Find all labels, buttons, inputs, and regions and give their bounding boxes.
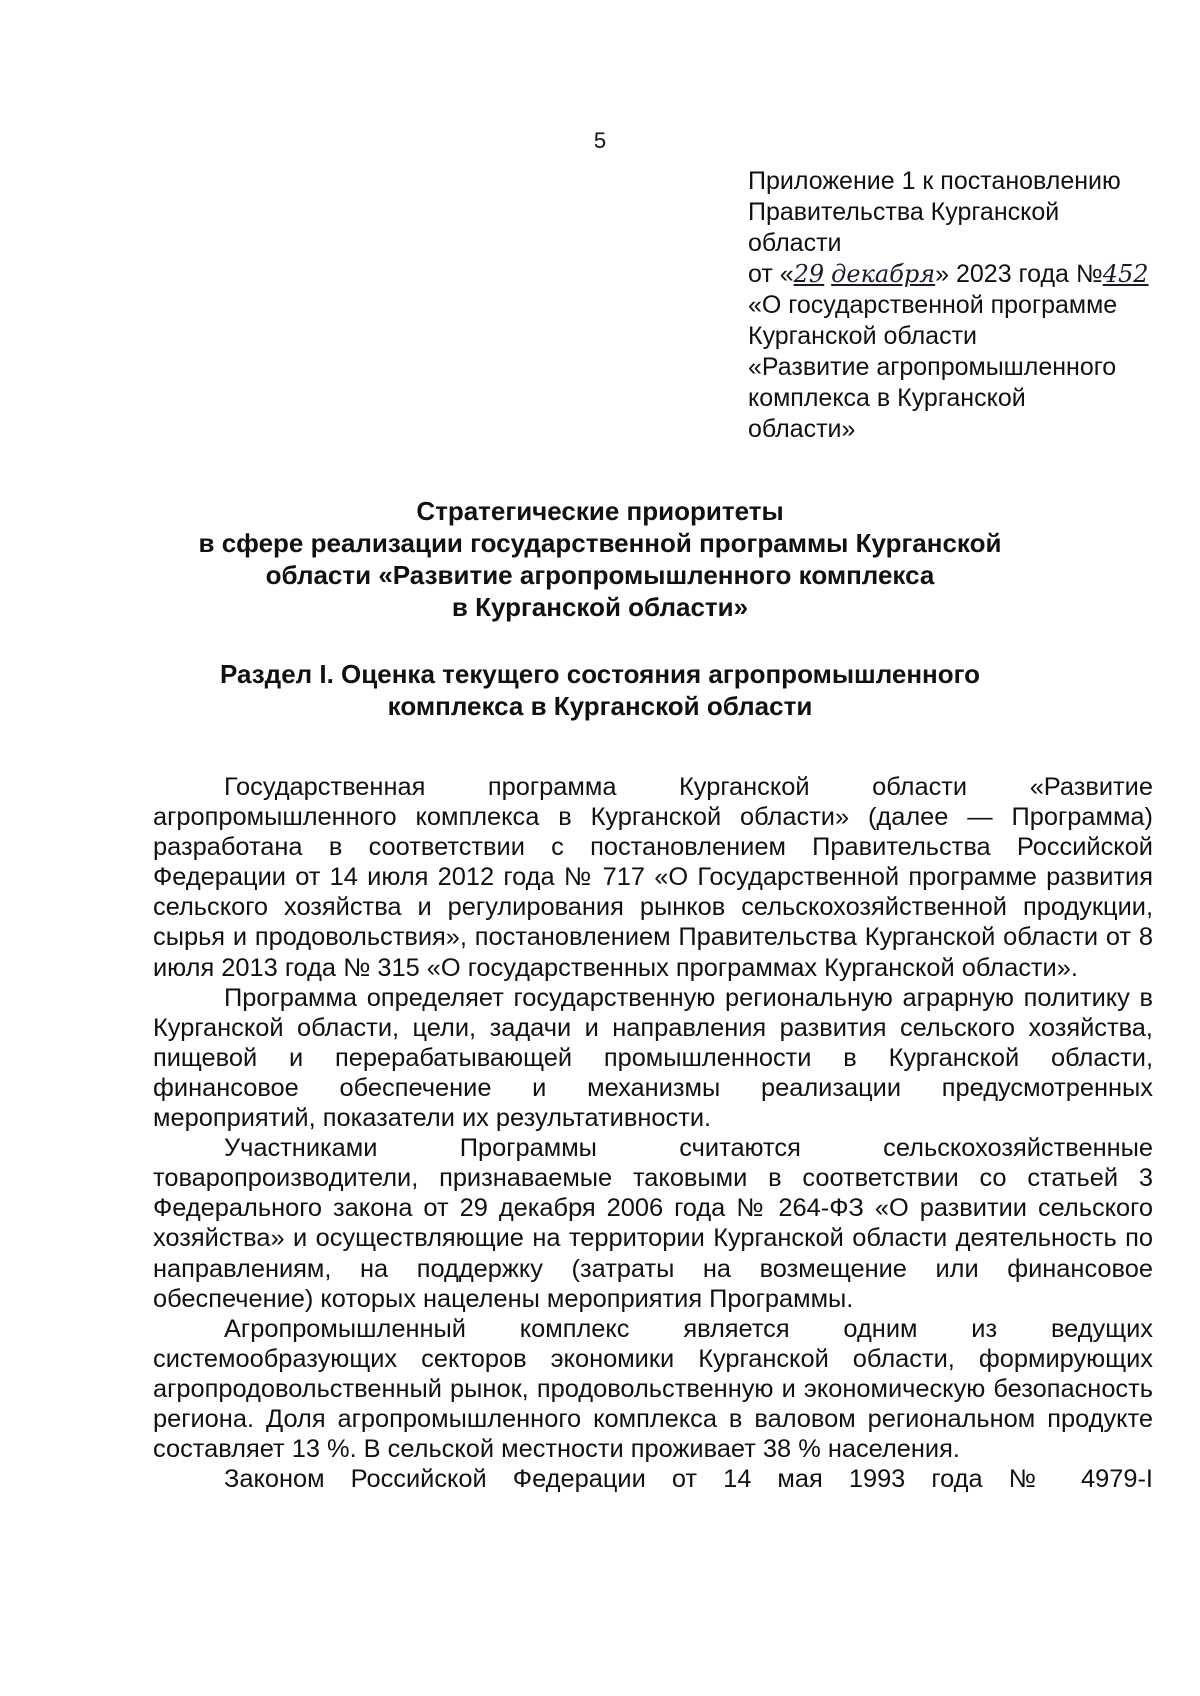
section-heading (0, 658, 1200, 722)
handwritten-month: декабря (831, 260, 936, 288)
body-paragraph: Агропромышленный комплекс является одним из ведущих системообразующих секторов экономики Курганской области, формирующих агропродовольственный рынок, продовольственную и экономическую безопасность региона. Доля агропромышленного комплекса в валовом региональном продукте составляет 13 %. В сельской местности проживает 38 % населения. (153, 1314, 1153, 1464)
handwritten-day: 29 (793, 260, 825, 288)
body-paragraph: Законом Российской Федерации от 14 мая 1993 года № 4979-I (224, 1465, 1153, 1494)
appendix-date-line: от «29 декабря» 2023 года №452 (748, 260, 1149, 288)
body-paragraph: Участниками Программы считаются сельскохозяйственные товаропроизводители, признаваемые таковыми в соответствии со статьей 3 Федерального закона от 29 декабря 2006 года № 264-ФЗ «О развитии сельского хозяйства» и осуществляющие на территории Курганской области деятельность по направлениям, на поддержку (затраты на возмещение или финансовое обеспечение) которых нацелены мероприятия Программы. (153, 1134, 1153, 1313)
section-line: Раздел I. Оценка текущего состояния агропромышленного (219, 659, 981, 689)
appendix-line: области» (748, 415, 856, 443)
appendix-line: Курганской области (748, 322, 978, 350)
section-line: комплекса в Курганской области (387, 691, 813, 721)
appendix-header (748, 166, 1178, 445)
title-line: Стратегические приоритеты (416, 496, 784, 526)
appendix-line: Правительства Курганской (748, 198, 1060, 226)
title-line: в сфере реализации государственной программы Курганской (198, 528, 1002, 558)
appendix-line: Приложение 1 к постановлению (748, 167, 1121, 195)
appendix-line: комплекса в Курганской (748, 384, 1026, 412)
document-body (153, 772, 1153, 1494)
appendix-line: «Развитие агропромышленного (748, 353, 1117, 381)
body-paragraph: Государственная программа Курганской области «Развитие агропромышленного комплекса в Курганской области» (далее — Программа) разработана в соответствии с постановлением Правительства Российской Федерации от 14 июля 2012 года № 717 «О Государственной программе развития сельского хозяйства и регулирования рынков сельскохозяйственной продукции, сырья и продовольствия», постановлением Правительства Курганской области от 8 июля 2013 года № 315 «О государственных программах Курганской области». (153, 773, 1153, 982)
handwritten-number: 452 (1102, 260, 1149, 288)
title-line: в Курганской области» (451, 592, 749, 622)
page-number: 5 (593, 128, 607, 153)
body-paragraph: Программа определяет государственную региональную аграрную политику в Курганской области, цели, задачи и направления развития сельского хозяйства, пищевой и перерабатывающей промышленности в Курганской области, финансовое обеспечение и механизмы реализации предусмотренных мероприятий, показатели их результативности. (153, 983, 1153, 1133)
date-year: 2023 года № (955, 260, 1103, 288)
document-title (0, 495, 1200, 623)
appendix-line: «О государственной программе (748, 291, 1118, 319)
date-prefix: от « (748, 260, 794, 288)
title-line: области «Развитие агропромышленного комплекса (265, 560, 935, 590)
appendix-line: области (748, 229, 842, 257)
